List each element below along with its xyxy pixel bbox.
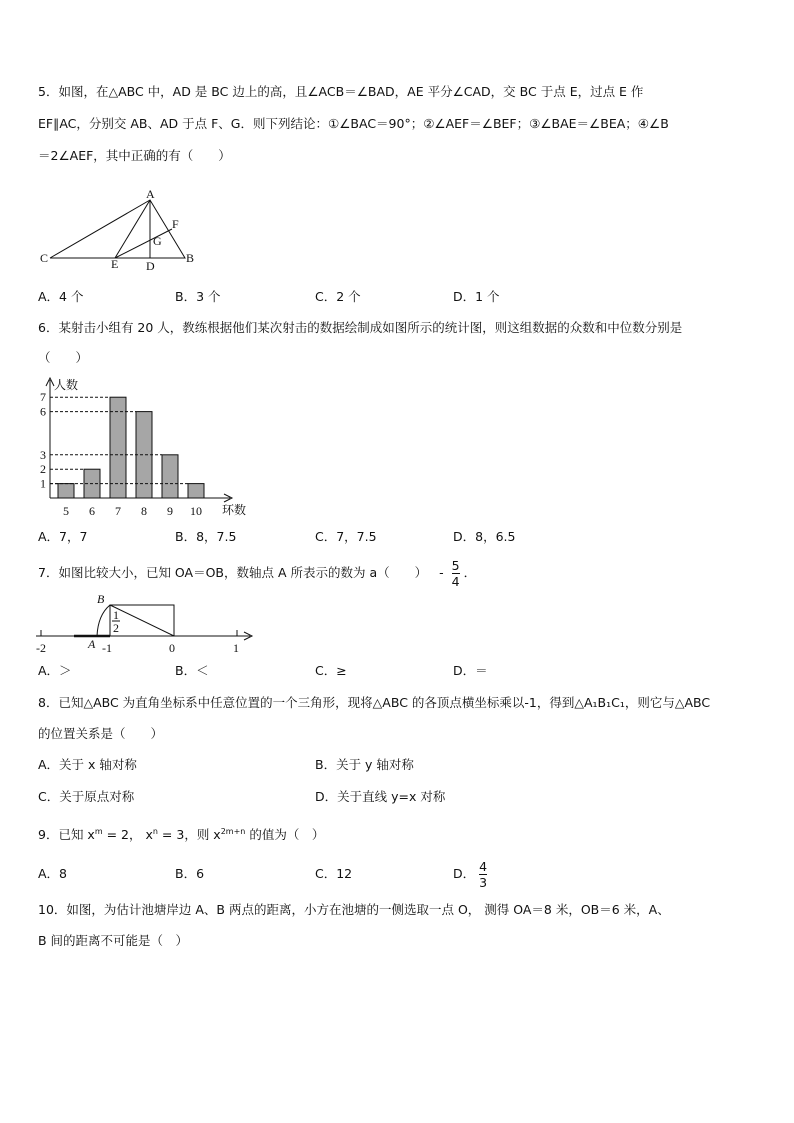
- q6-line1: 6．某射击小组有 20 人，教练根据他们某次射击的数据绘制成如图所示的统计图，则这组数据的众数和中位数分别是: [38, 320, 683, 335]
- q9-option-d-fraction: [479, 859, 487, 890]
- q6-option-b[interactable]: B．8，7.5: [175, 529, 237, 544]
- x-tick-label: 5: [63, 504, 69, 518]
- label-E: E: [111, 257, 119, 271]
- x-tick-label: 9: [167, 504, 173, 518]
- q8-line2: 的位置关系是（ ）: [38, 726, 164, 741]
- q9-exp-2m-n: 2m+n: [220, 827, 246, 836]
- q10-line2: B 间的距离不可能是（ ）: [38, 933, 189, 948]
- q7-option-a[interactable]: A．＞: [38, 663, 72, 678]
- frac-num: 4: [479, 859, 488, 874]
- q5-line3: ＝2∠AEF，其中正确的有（ ）: [38, 148, 231, 163]
- x-axis-label: 环数: [222, 503, 247, 517]
- y-tick-label: 3: [40, 447, 46, 462]
- tick-0: 0: [169, 641, 175, 655]
- x-tick-label: 8: [141, 504, 147, 518]
- half-den: 2: [113, 621, 119, 635]
- q7-option-c[interactable]: C．≥: [315, 663, 347, 678]
- q7-end: ．: [463, 565, 477, 580]
- y-axis-label: 人数: [54, 378, 79, 392]
- y-tick-label: 6: [40, 404, 46, 419]
- q6-line2: （ ）: [38, 350, 89, 365]
- q8-option-a[interactable]: A．关于 x 轴对称: [38, 757, 137, 772]
- q7-minus: -: [439, 565, 444, 580]
- label-A: A: [146, 187, 155, 201]
- x-tick-label: 7: [115, 504, 121, 518]
- y-tick-label: 7: [40, 390, 46, 405]
- label-D: D: [146, 259, 155, 273]
- q8-line1: 8．已知△ABC 为直角坐标系中任意位置的一个三角形，现将△ABC 的各顶点横坐标乘以-1，得到△A₁B₁C₁，则它与△ABC: [38, 695, 711, 710]
- tick-neg1: -1: [102, 641, 112, 655]
- q9-option-c[interactable]: C．12: [315, 866, 353, 881]
- frac-num: 5: [451, 558, 460, 573]
- tick-1: 1: [233, 641, 239, 655]
- q5-line1: 5．如图，在△ABC 中，AD 是 BC 边上的高，且∠ACB＝∠BAD，AE 平分∠CAD，交 BC 于点 E，过点 E 作: [38, 84, 644, 99]
- y-tick-label: 1: [40, 476, 46, 491]
- q5-option-c[interactable]: C．2 个: [315, 289, 361, 304]
- q9-mid1: = 2， x: [102, 827, 153, 843]
- q5-line2: EF∥AC，分别交 AB、AD 于点 F、G．则下列结论：①∠BAC＝90°；②∠AEF＝∠BEF；③∠BAE＝∠BEA；④∠B: [38, 116, 669, 131]
- q8-option-d[interactable]: D．关于直线 y=x 对称: [315, 789, 446, 804]
- frac-den: 3: [479, 875, 488, 890]
- q8-option-c[interactable]: C．关于原点对称: [38, 789, 135, 804]
- label-A: A: [88, 637, 96, 651]
- x-tick-label: 6: [89, 504, 95, 518]
- q9-option-a[interactable]: A．8: [38, 866, 68, 881]
- q9-pre: 9．已知 x: [38, 827, 95, 843]
- q8-option-b[interactable]: B．关于 y 轴对称: [315, 757, 414, 772]
- q9-option-d-label: D．: [453, 866, 476, 881]
- q6-option-c[interactable]: C．7，7.5: [315, 529, 377, 544]
- half-num: 1: [113, 608, 119, 622]
- tick-neg2: -2: [36, 641, 46, 655]
- frac-den: 4: [451, 574, 460, 589]
- label-B: B: [97, 592, 105, 606]
- q9-exp-n: n: [152, 827, 158, 836]
- q9-mid2: = 3，则 x: [157, 827, 221, 843]
- q9-option-b[interactable]: B．6: [175, 866, 205, 881]
- q10-line1: 10．如图，为估计池塘岸边 A、B 两点的距离，小方在池塘的一侧选取一点 O， 测得 OA＝8 米，OB＝6 米，A、: [38, 902, 670, 917]
- q5-option-d[interactable]: D．1 个: [453, 289, 500, 304]
- label-C: C: [40, 251, 49, 265]
- q7-option-d[interactable]: D．＝: [453, 663, 488, 678]
- label-B: B: [186, 251, 195, 265]
- q6-option-d[interactable]: D．8，6.5: [453, 529, 516, 544]
- y-tick-label: 2: [40, 462, 46, 477]
- label-G: G: [153, 234, 162, 248]
- q9-option-d[interactable]: [453, 858, 487, 890]
- q7-text: 7．如图比较大小，已知 OA＝OB，数轴点 A 所表示的数为 a（ ）: [38, 565, 428, 580]
- q5-option-b[interactable]: B．3 个: [175, 289, 221, 304]
- q9-post: 的值为（ ）: [245, 827, 325, 843]
- x-tick-label: 10: [190, 504, 202, 518]
- q9-stem: [38, 824, 324, 843]
- q6-option-a[interactable]: A．7，7: [38, 529, 88, 544]
- q5-option-a[interactable]: A．4 个: [38, 289, 84, 304]
- q7-option-b[interactable]: B．＜: [175, 663, 209, 678]
- label-F: F: [172, 217, 179, 231]
- q9-exp-m: m: [94, 827, 103, 836]
